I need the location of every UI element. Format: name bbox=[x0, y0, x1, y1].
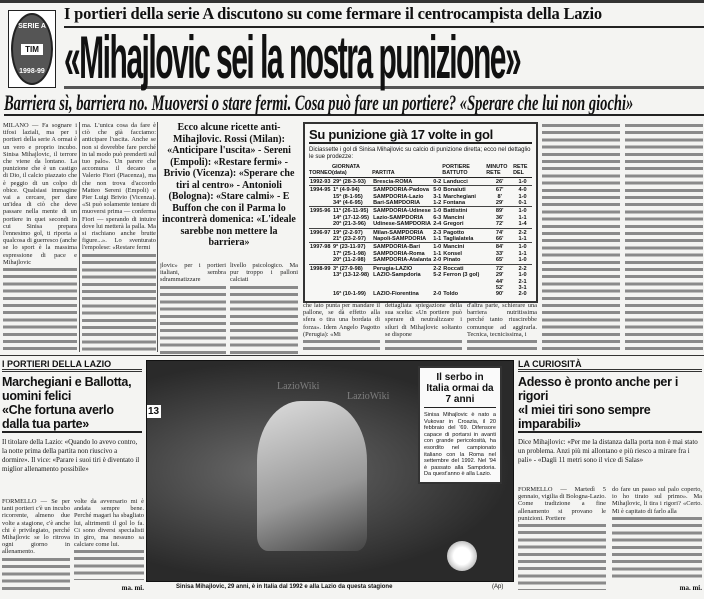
table-cell: 34ª (4-6-95) bbox=[332, 200, 363, 207]
table-cell: 2-2 bbox=[513, 228, 532, 236]
table-cell: 1-1 bbox=[518, 236, 527, 243]
season-cell bbox=[309, 200, 332, 207]
table-cell: Roccati bbox=[442, 264, 486, 272]
season-cell bbox=[309, 221, 332, 228]
table-cell: Perugia-LAZIO bbox=[372, 264, 432, 272]
table-cell: 17ª (25-1-98) bbox=[332, 250, 366, 257]
table-cell: Napoli-SAMPDORIA bbox=[373, 236, 427, 243]
table-row bbox=[309, 200, 532, 207]
table-cell: 33' bbox=[495, 250, 504, 257]
table-cell: Mancini bbox=[443, 214, 465, 221]
column-text: MILANO — Fa sognare i tifosi laziali, ma per i portieri della serie A ormai è un vero e proprio incubo. Sinisa Mihajlovic, il terrore che viene da lontano. La punizione che è un castigo di Dio, il calcio piazzato che è peggio di un colpo di obice. Qualsiasi immagine vai a cercare, per dare un'idea di ciò che deve passare nella mente di un portiere in quei secondi in cui Sinisa prepara l'ennesimo gol, ti riporta a qualcosa di guerresco (anche se lo sport è la massima espressione di pace e Mihajlovic bbox=[3, 122, 77, 266]
table-header: TORNEO bbox=[309, 164, 332, 177]
column-text: che lato punta per mandare il pallone, se dà effetto alla sfera o tira una bordata di forza». Idem Angelo Pagotto (Perugia): «Mi bbox=[303, 302, 380, 338]
table-cell: 1-0 bbox=[513, 243, 532, 251]
article-column-8 bbox=[542, 122, 620, 354]
table-cell: 36' bbox=[495, 214, 504, 221]
right-story-column-2 bbox=[612, 486, 702, 580]
table-row bbox=[309, 291, 532, 297]
table-cell: 1ª (4-9-94) bbox=[332, 186, 372, 194]
table-cell: Milan-SAMPDORIA bbox=[372, 228, 432, 236]
table-cell: Bonaiuti bbox=[442, 186, 486, 194]
table-cell: Konsel bbox=[443, 250, 462, 257]
table-cell: 9ª (23-11-97) bbox=[332, 243, 372, 251]
table-cell: 1-1 bbox=[433, 250, 442, 257]
table-row bbox=[309, 243, 532, 251]
table-cell: Pagotto bbox=[442, 228, 486, 236]
season-cell: 1994-95 bbox=[310, 187, 331, 194]
table-header: GIORNATA (data) bbox=[332, 164, 372, 177]
story-headline: Marchegiani e Ballotta, uomini felici bbox=[2, 375, 132, 403]
right-story-column-1 bbox=[518, 486, 606, 590]
column-text: d'altra parte, schierare una barriera nutritissima perché tanto riuscirebbe comunque ad aggirarla. Tecnica, tecnicissima, i bbox=[467, 302, 537, 338]
table-row bbox=[309, 272, 532, 278]
table-cell: 19ª (2-2-97) bbox=[332, 228, 372, 236]
column-text: dettagliata spiegazione della sua scelta: «Un portiere può sperare di neutralizzare i siluri di Mihajlovic soltanto se dispone bbox=[385, 302, 462, 338]
table-cell: 29' bbox=[495, 272, 504, 279]
table-cell: 20ª (11-2-98) bbox=[332, 257, 366, 264]
table-cell: 8' bbox=[497, 193, 502, 200]
table-row bbox=[309, 228, 532, 236]
article-column-9 bbox=[625, 122, 703, 354]
season-cell: 1996-97 bbox=[310, 229, 331, 236]
season-cell bbox=[309, 257, 332, 264]
table-cell: 1-4 bbox=[518, 221, 527, 228]
table-cell: 74' bbox=[486, 228, 513, 236]
article-column-3 bbox=[160, 262, 226, 354]
table-cell: 1-0 bbox=[518, 272, 527, 279]
section-divider bbox=[0, 355, 704, 356]
left-story bbox=[2, 359, 142, 474]
table-cell: Mancini bbox=[442, 243, 486, 251]
article-column-2 bbox=[82, 122, 156, 354]
info-box-text: Sinisa Mihajlovic è nato a Vukovar in Croazia, il 20 febbraio del '69. Difensore capace di portarsi in avanti con grande pericolosità, ha esordito nel campionato italiano con la Roma nel settembre del 1992. Nel '94 è passato alla Sampdoria. Da quest'anno è alla Lazio. bbox=[424, 412, 496, 478]
byline: ma. mi. bbox=[121, 584, 144, 592]
table-cell: 2-4 bbox=[433, 221, 442, 228]
table-cell: 29' bbox=[495, 200, 504, 207]
table-cell: 66' bbox=[495, 236, 504, 243]
logo-brand: TIM bbox=[21, 44, 43, 55]
table-cell: 14ª (17-12-95) bbox=[332, 214, 369, 221]
table-cell: 1-0 bbox=[433, 208, 442, 215]
table-row bbox=[309, 177, 532, 185]
table-cell: 11ª (26-11-95) bbox=[332, 207, 372, 215]
table-cell: 2-0 bbox=[433, 257, 442, 264]
table-cell: 2-0 bbox=[518, 291, 527, 298]
table-row bbox=[309, 186, 532, 194]
column-text: jlovic» per i portieri italiani, sembra sdrammatizzare bbox=[160, 262, 226, 284]
table-cell: 15ª (8-1-95) bbox=[332, 193, 363, 200]
table-row bbox=[309, 257, 532, 264]
table-cell: SAMPDORIA-Udinese bbox=[373, 208, 431, 215]
season-cell: 1992-93 bbox=[310, 178, 331, 185]
section-label: LA CURIOSITÀ bbox=[518, 359, 702, 372]
article-column-7 bbox=[467, 302, 537, 354]
main-headline bbox=[64, 24, 704, 91]
table-cell: 84' bbox=[486, 243, 513, 251]
table-cell: 1-0 bbox=[518, 257, 527, 264]
table-row bbox=[309, 221, 532, 228]
table-cell: Udinese-SAMPDORIA bbox=[373, 221, 431, 228]
jersey-number: 13 bbox=[148, 406, 160, 417]
right-story bbox=[518, 359, 702, 465]
column-text: volte da avversario mi è andata sempre bene. Perché magari ha sbagliato lui, altrimenti il gol lo fa. Ci sono diversi specialisti in giro, ma nessuno sa calciare come lui. bbox=[74, 498, 144, 549]
table-cell: 26' bbox=[486, 177, 513, 185]
table-cell: 2-1 bbox=[518, 278, 527, 285]
table-cell: 2-2 bbox=[433, 265, 442, 272]
table-cell: 6-3 bbox=[433, 214, 442, 221]
season-cell: 1998-99 bbox=[310, 265, 331, 272]
table-cell: SAMPDORIA-Atalanta bbox=[373, 257, 432, 264]
table-row bbox=[309, 264, 532, 272]
table-cell: 3ª (27-9-98) bbox=[332, 264, 372, 272]
table-cell: 3-1 bbox=[518, 284, 527, 291]
left-story-column-1 bbox=[2, 498, 70, 590]
table-cell: LAZIO-Fiorentina bbox=[373, 291, 419, 298]
table-header: RETE DEL bbox=[513, 164, 532, 177]
watermark: LazioWiki bbox=[347, 391, 390, 402]
column-text: do fare un passo sul palo coperto, io ho tirato sul primo». Ma Mihajlovic, li tira i rigori? «Certo. Mi è capitato di farlo alla bbox=[612, 486, 702, 515]
table-cell: Ferron (3 gol) bbox=[443, 272, 480, 279]
table-cell: Pinato bbox=[443, 257, 461, 264]
season-cell bbox=[309, 236, 332, 243]
table-cell: 72' bbox=[486, 264, 513, 272]
table-cell: 0-2 bbox=[433, 178, 442, 185]
table-cell: 1-1 bbox=[518, 250, 527, 257]
info-box-title: Il serbo in Italia ormai da 7 anni bbox=[424, 372, 496, 408]
table-cell: Lazio-SAMPDORIA bbox=[373, 214, 424, 221]
column-text: FORMELLO — Se per tanti portieri c'è un incubo ricorrente, almeno due volte a stagione, c'è anche chi è privilegiato, perché Mihajlovic se lo ritrova ogni giorno in allenamento. bbox=[2, 498, 70, 556]
table-cell: SAMPDORIA-Padova bbox=[372, 186, 432, 194]
logo-season: 1998-99 bbox=[19, 68, 45, 75]
table-cell: 1-0 bbox=[513, 207, 532, 215]
table-cell: 5-2 bbox=[433, 272, 442, 279]
table-cell: 72' bbox=[495, 221, 504, 228]
table-cell: 5-0 bbox=[433, 187, 442, 194]
table-cell: 1-1 bbox=[433, 236, 442, 243]
ball bbox=[447, 541, 477, 571]
main-headline-text: «Mihajlovic sei la nostra punizione» bbox=[64, 24, 521, 91]
photo-credit: (Ap) bbox=[492, 584, 504, 590]
table-cell: 90' bbox=[495, 291, 504, 298]
table-cell: 1-1 bbox=[518, 214, 527, 221]
recipe-box: Ecco alcune ricette anti-Mihajlovic. Rossi (Milan): «Anticipare l'uscita» - Sereni (Empoli): «Restare fermi» - Brivio (Vicenza): «Sperare che tiri al centro» - Antonioli (Bologna): «Stare calmi» - E Buffon che con il Parma lo incontrerà domenica: «L'ideale sarebbe non mettere la barriera» bbox=[162, 122, 296, 248]
table-cell: 1-0 bbox=[433, 244, 442, 251]
table-cell: SAMPDORIA-Lazio bbox=[373, 193, 424, 200]
section-label: I PORTIERI DELLA LAZIO bbox=[2, 359, 142, 372]
column-text: FORMELLO — Martedì 5 gennaio, vigilia di Bologna-Lazio. Come tradizione a fine allenamento si provano le punizioni. Portiere bbox=[518, 486, 606, 522]
story-headline-quote: «I miei tiri sono sempre imparabili» bbox=[518, 403, 702, 433]
story-lead: Il titolare della Lazio: «Quando lo avevo contro, la notte prima della partita non riuscivo a dormire». Il vice: «Parare i suoi tiri è diventato il miglior allenamento possibile» bbox=[2, 438, 140, 473]
story-lead: Dice Mihajlovic: «Per me la distanza dalla porta non è mai stato un problema. Anzi più mi allontano e più riesco a mirare fra i pali» - «Dagli 11 metri sono il vice di Salas» bbox=[518, 438, 698, 464]
table-cell: Fontana bbox=[443, 200, 466, 207]
table-cell: 4-0 bbox=[513, 186, 532, 194]
free-kick-stats-box bbox=[303, 122, 538, 303]
table-cell: Bari-SAMPDORIA bbox=[373, 200, 421, 207]
season-cell: 1997-98 bbox=[310, 244, 331, 251]
table-cell: SAMPDORIA-Bari bbox=[372, 243, 432, 251]
table-cell: Battistini bbox=[442, 207, 486, 215]
table-cell: 3-1 bbox=[433, 193, 442, 200]
season-cell bbox=[309, 291, 332, 297]
story-headline: Adesso è pronto anche per i rigori bbox=[518, 375, 678, 403]
table-cell: 20ª (21-3-96) bbox=[332, 221, 366, 228]
table-cell: SAMPDORIA-Roma bbox=[373, 250, 425, 257]
table-cell: Gregori bbox=[443, 221, 464, 228]
column-divider bbox=[79, 122, 80, 352]
free-kick-table bbox=[309, 164, 532, 298]
table-cell: Toldo bbox=[443, 291, 459, 298]
logo-text: SERIE A bbox=[18, 23, 46, 30]
table-header bbox=[432, 164, 442, 177]
column-divider bbox=[157, 122, 158, 352]
photo-caption: Sinisa Mihajlovic, 29 anni, è in Italia dal 1992 e alla Lazio da questa stagione bbox=[176, 584, 393, 590]
stats-intro: Diciassette i gol di Sinisa Mihajlovic su calcio di punizione diretta; ecco nel dettaglio le sue prodezze: bbox=[309, 147, 531, 160]
table-cell: 67' bbox=[486, 186, 513, 194]
article-column-6 bbox=[385, 302, 462, 354]
top-rule bbox=[0, 0, 704, 3]
article-column-4 bbox=[230, 262, 298, 354]
table-cell: Taglialatela bbox=[443, 236, 474, 243]
subheadline bbox=[4, 92, 704, 116]
serie-a-tim-logo bbox=[8, 10, 56, 88]
story-headline-quote: «Che fortuna averlo dalla tua parte» bbox=[2, 403, 142, 433]
table-header: PORTIERE BATTUTO bbox=[442, 164, 486, 177]
table-header: MINUTO RETE bbox=[486, 164, 513, 177]
stats-title: Su punizione già 17 volte in gol bbox=[309, 127, 532, 144]
table-cell: Marchegiani bbox=[443, 193, 476, 200]
table-cell: 1-0 bbox=[518, 193, 527, 200]
player-figure bbox=[257, 401, 367, 551]
table-cell: LAZIO-Sampdoria bbox=[373, 272, 421, 279]
watermark: LazioWiki bbox=[277, 381, 320, 392]
table-cell: 44' bbox=[495, 278, 504, 285]
table-cell: Brescia-ROMA bbox=[372, 177, 432, 185]
table-cell: 2-2 bbox=[513, 264, 532, 272]
info-box bbox=[418, 366, 502, 484]
subheadline-text: Barriera sì, barriera no. Muoversi o stare fermi. Cosa può fare un portiere? «Sperare che lui non giochi» bbox=[4, 90, 634, 115]
table-row bbox=[309, 207, 532, 215]
table-cell: 52' bbox=[495, 284, 504, 291]
column-text: livello psicologico. Ma pur troppo i palloni calciati bbox=[230, 262, 298, 284]
table-cell: 1-0 bbox=[513, 177, 532, 185]
table-cell: 2-0 bbox=[433, 291, 442, 298]
article-column-1 bbox=[3, 122, 77, 354]
column-text: ma. L'unica cosa da fare è ciò che già facciamo: anticipare l'uscita. Anche se non si dovrebbe fare perché in tal modo può prenderti sul tuo palo». Un parere che accomuna il decano a Valerio Fiori (Piacenza), ma che non trova d'accordo Matteo Sereni (Empoli) e Pier Luigi Brivio (Vicenza). «Si può solamente tentare di muoversi prima — conferma Fiori — sperando di intuire dove lui metterà la palla. Ma si rischiano anche brutte figure...». Lo sventurato l'empolese: «Restare fermi bbox=[82, 122, 156, 252]
table-cell: 1-2 bbox=[433, 200, 442, 207]
table-header: PARTITA bbox=[372, 164, 432, 177]
table-row bbox=[309, 236, 532, 243]
table-cell: 65' bbox=[495, 257, 504, 264]
table-cell: 89' bbox=[486, 207, 513, 215]
table-cell: 21ª (23-2-97) bbox=[332, 236, 366, 243]
table-cell: 29ª (28-3-93) bbox=[332, 177, 372, 185]
table-cell: 0-1 bbox=[518, 200, 527, 207]
table-cell: Landucci bbox=[442, 177, 486, 185]
table-cell: 2-3 bbox=[433, 229, 442, 236]
season-cell: 1995-96 bbox=[310, 208, 331, 215]
left-story-column-2 bbox=[74, 498, 144, 580]
table-cell: 16ª (10-1-99) bbox=[332, 291, 366, 298]
kicker-headline: I portieri della serie A discutono su come fermare il centrocampista della Lazio bbox=[64, 4, 704, 28]
article-column-5 bbox=[303, 302, 380, 354]
byline: ma. mi. bbox=[679, 584, 702, 592]
table-cell: 13ª (13-12-98) bbox=[332, 272, 369, 279]
